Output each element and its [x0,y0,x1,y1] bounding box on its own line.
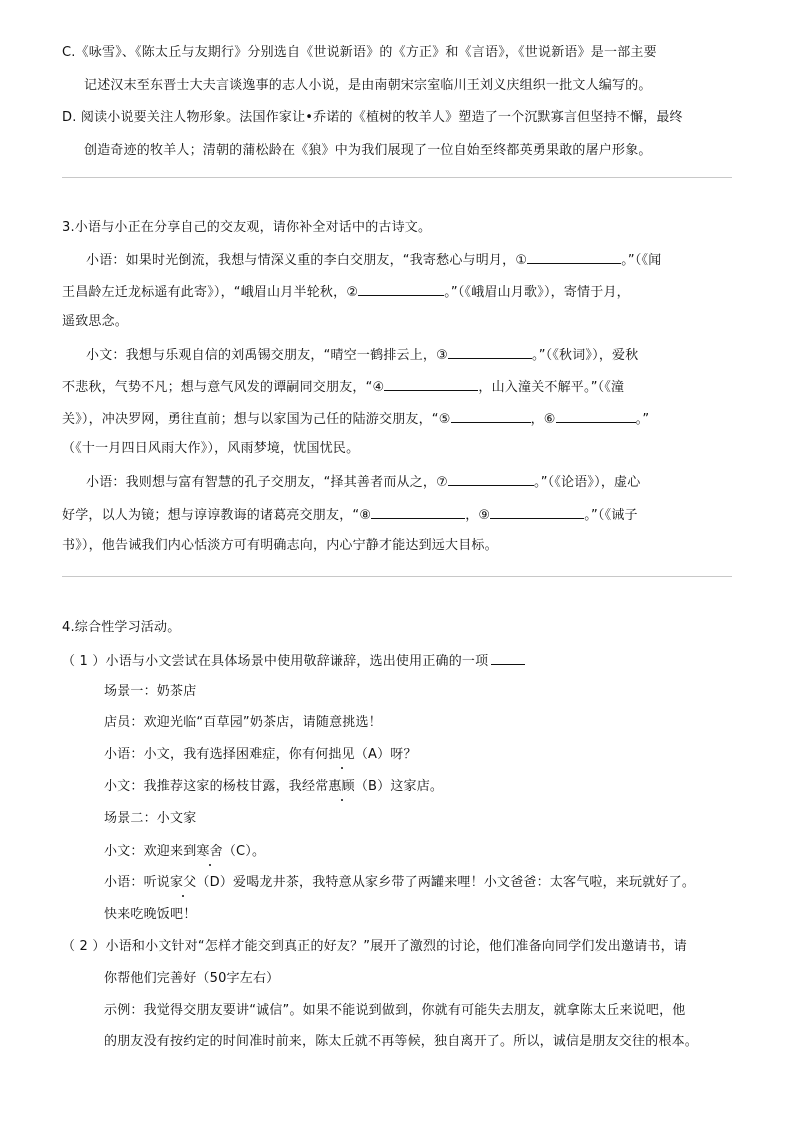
xiaoyu-line-2-cont: 快来吃晚饭吧！ [104,907,197,922]
answer-blank-2[interactable] [358,282,444,296]
dialog-text: 小文：我推荐这家的杨枝甘露，我经常 [104,779,329,794]
dialog-text: （A）呀？ [354,747,417,762]
q3-p1-line2 [62,282,630,302]
answer-blank-6[interactable] [556,409,636,423]
q3-text: 。”（《诫子 [584,508,638,523]
q3-text: 小语：如果时光倒流，我想与情深义重的李白交朋友，“我寄愁心与明月，① [86,253,528,268]
answer-blank-8[interactable] [371,505,465,519]
answer-blank-7[interactable] [448,472,534,486]
option-d-line2: 创造奇迹的牧羊人；清朝的蒲松龄在《狼》中为我们展现了一位自始至终都英勇果敢的屠户形象。 [84,143,652,158]
question-4-title: 4.综合性学习活动。 [62,620,181,635]
answer-blank-3[interactable] [448,345,532,359]
q3-text: 小语：我则想与富有智慧的孔子交朋友，“择其善者而从之，⑦ [86,475,448,490]
xiaoyu-line-2 [104,874,695,892]
q3-text: 好学，以人为镜；想与谆谆教诲的诸葛亮交朋友，“⑧ [62,508,372,523]
dialog-text: （B）这家店。 [354,779,444,794]
example-line1: 示例：我觉得交朋友要讲“诚信”。如果不能说到做到，你就有可能失去朋友，就拿陈太丘来说吧，他 [104,1003,686,1018]
dialog-text: （D）爱喝龙井茶，我特意从家乡带了两罐来哩！小文爸爸：太客气啦，来玩就好了。 [196,875,696,890]
q3-text: ，山入潼关不解平。”（《潼 [478,380,625,395]
q3-text: 。”（《闻 [621,253,662,268]
emphasized-word-d: 家父 [170,875,197,890]
q3-p3-line1 [86,472,640,492]
xiaoyu-line-1 [104,746,417,764]
q4-sub1 [62,651,525,671]
q3-text: 。”（《秋词》），爱秋 [532,348,639,363]
q3-text: ，⑥ [530,412,556,427]
divider [62,576,732,577]
option-c-line2: 记述汉末至东晋士大夫言谈逸事的志人小说，是由南朝宋宗室临川王刘义庆组织一批文人编写的。 [84,78,652,93]
example-line2: 的朋友没有按约定的时间准时前来，陈太丘就不再等候，独自离开了。所以，诚信是朋友交往的根本。 [104,1034,699,1049]
answer-blank-4[interactable] [384,377,478,391]
dialog-text: 小语：小文，我有选择困难症，你有何 [104,747,329,762]
dialog-text: 小文：欢迎来到 [104,844,197,859]
q3-text: 。” [635,412,650,427]
answer-blank-1[interactable] [527,250,621,264]
answer-blank-9[interactable] [490,505,584,519]
q3-text: 不悲秋，气势不凡；想与意气风发的谭嗣同交朋友，“④ [62,380,385,395]
q3-p2-line3 [62,409,649,429]
q3-p3-line3: 书》），他告诫我们内心恬淡方可有明确志向，内心宁静才能达到远大目标。 [62,538,498,553]
q3-p3-line2 [62,505,638,525]
emphasized-word-b: 惠顾 [328,779,355,794]
q3-text: 关》），冲决罗网，勇往直前；想与以家国为己任的陆游交朋友，“⑤ [62,412,451,427]
scene-2-label: 场景二：小文家 [104,811,197,826]
q3-text: 小文：我想与乐观自信的刘禹锡交朋友，“晴空一鹤排云上，③ [86,348,448,363]
question-3-title: 3.小语与小正在分享自己的交友观，请你补全对话中的古诗文。 [62,220,432,235]
dialog-text: 小语：听说 [104,875,171,890]
q3-text: 。”（《峨眉山月歌》），寄情于月， [444,285,630,300]
q3-p1-line1 [86,250,661,270]
q4-sub2-line1: （ 2 ）小语和小文针对“怎样才能交到真正的好友？”展开了激烈的讨论，他们准备向同学们发出邀请书，请 [62,939,688,954]
q3-p2-line1 [86,345,638,365]
q3-text: 。”（《论语》），虚心 [534,475,641,490]
q3-p2-line2 [62,377,624,397]
emphasized-word-a: 拙见 [328,747,355,762]
dialog-text: （C）。 [222,844,266,859]
q3-p2-line4: （《十一月四日风雨大作》），风雨梦境，忧国忧民。 [62,441,360,456]
q4-sub2-line2: 你帮他们完善好（50字左右） [104,971,280,986]
clerk-line: 店员：欢迎光临“百草园”奶茶店，请随意挑选！ [104,715,382,730]
q4-sub1-text: （ 1 ）小语与小文尝试在具体场景中使用敬辞谦辞，选出使用正确的一项 [62,654,489,669]
xiaowen-line-2 [104,843,265,861]
q3-text: ，⑨ [465,508,491,523]
answer-blank-choice[interactable] [491,651,525,665]
answer-blank-5[interactable] [451,409,531,423]
q3-p1-line3: 遥致思念。 [62,314,129,329]
scene-1-label: 场景一：奶茶店 [104,684,197,699]
option-c-line1: C.《咏雪》、《陈太丘与友期行》分别选自《世说新语》的《方正》和《言语》，《世说新语》是一部主要 [62,45,657,60]
emphasized-word-c: 寒舍 [196,844,223,859]
option-d-line1: D. 阅读小说要关注人物形象。法国作家让•乔诺的《植树的牧羊人》塑造了一个沉默寡言但坚持不懈，最终 [62,110,683,125]
xiaowen-line-1 [104,778,443,796]
q3-text: 王昌龄左迁龙标遥有此寄》），“峨眉山月半轮秋，② [62,285,359,300]
divider [62,177,732,178]
